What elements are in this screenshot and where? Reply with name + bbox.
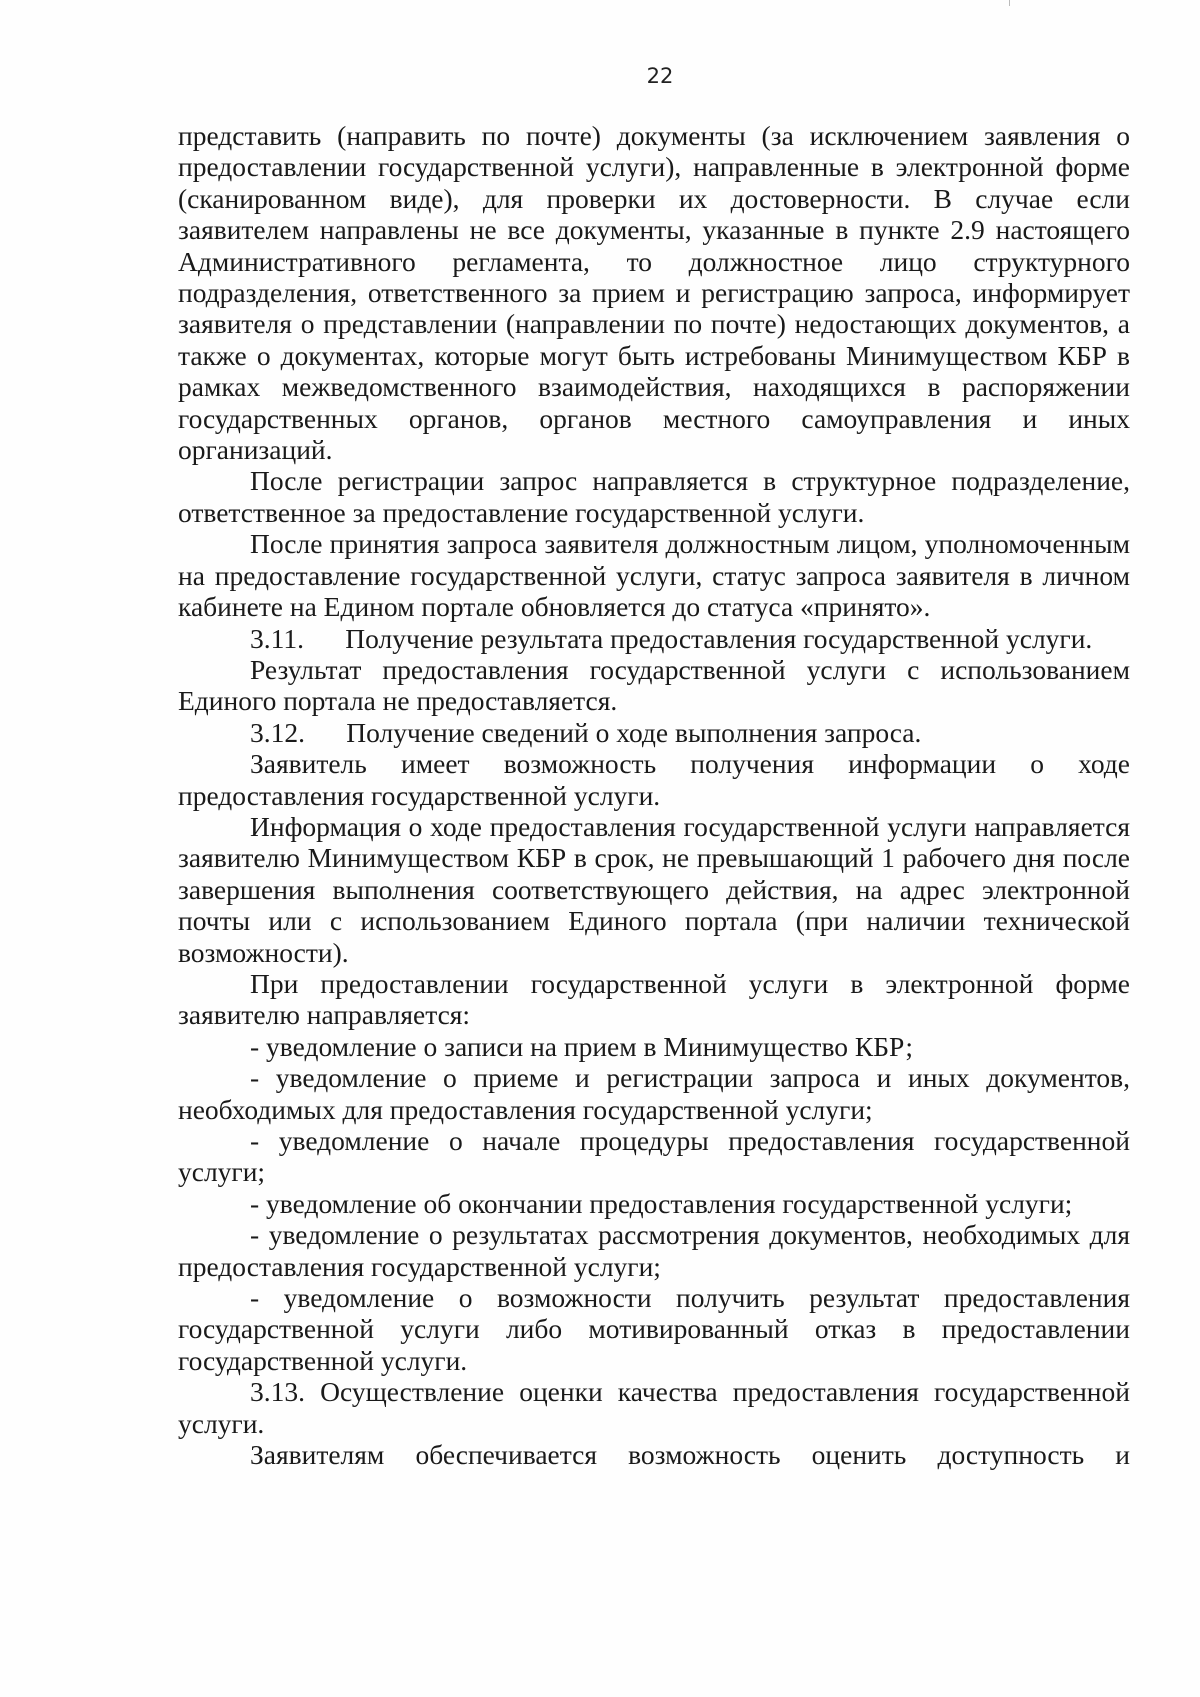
page-number: 22 [646,64,674,88]
paragraph: Заявитель имеет возможность получения информации о ходе предоставления государственной услуги. [178,748,1130,811]
paragraph: После регистрации запрос направляется в структурное подразделение, ответственное за предоставление государственной услуги. [178,465,1130,528]
paragraph: Информация о ходе предоставления государственной услуги направляется заявителю Минимуществом КБР в срок, не превышающий 1 рабочего дня после завершения выполнения соответствующего действия, на адрес электронной почты или с использованием Единого портала (при наличии технической возможности). [178,810,1130,968]
paragraph: При предоставлении государственной услуги в электронной форме заявителю направляется: [178,967,1130,1031]
list-item: - уведомление о возможности получить результат предоставления государственной услуги либо мотивированный отказ в предоставлении государственной услуги. [178,1282,1130,1376]
paragraph: Заявителям обеспечивается возможность оценить доступность и [250,1439,1130,1471]
paragraph: представить (направить по почте) документы (за исключением заявления о предоставлении государственной услуги), направленные в электронной форме (сканированном виде), для проверки их достоверности. В случае если заявителем направлены не все документы, указанные в пункте 2.9 настоящего Административного регламента, то должностное лицо структурного подразделения, ответственного за прием и регистрацию запроса, информирует заявителя о представлении (направлении по почте) недостающих документов, а также о документах, которые могут быть истребованы Минимуществом КБР в рамках межведомственного взаимодействия, находящихся в распоряжении государственных органов, органов местного самоуправления и иных организаций. [178,120,1130,466]
paragraph: После принятия запроса заявителя должностным лицом, уполномоченным на предоставление государственной услуги, статус запроса заявителя в личном кабинете на Едином портале обновляется до статуса «принято». [178,528,1130,623]
paragraph: Результат предоставления государственной услуги с использованием Единого портала не предоставляется. [178,653,1130,717]
document-body [178,120,1130,1470]
section-heading: 3.11. Получение результата предоставления государственной услуги. [250,622,1093,654]
list-item: - уведомление об окончании предоставления государственной услуги; [250,1187,1073,1219]
list-item: - уведомление о записи на прием в Минимущество КБР; [250,1030,913,1062]
section-heading: 3.12. Получение сведений о ходе выполнения запроса. [250,716,922,748]
scan-mark [1009,0,1010,6]
list-item: - уведомление о приеме и регистрации запроса и иных документов, необходимых для предоставления государственной услуги; [178,1062,1130,1125]
section-heading: 3.13. Осуществление оценки качества предоставления государственной услуги. [178,1376,1130,1439]
list-item: - уведомление о начале процедуры предоставления государственной услуги; [178,1125,1130,1188]
list-item: - уведомление о результатах рассмотрения документов, необходимых для предоставления государственной услуги; [178,1219,1130,1282]
